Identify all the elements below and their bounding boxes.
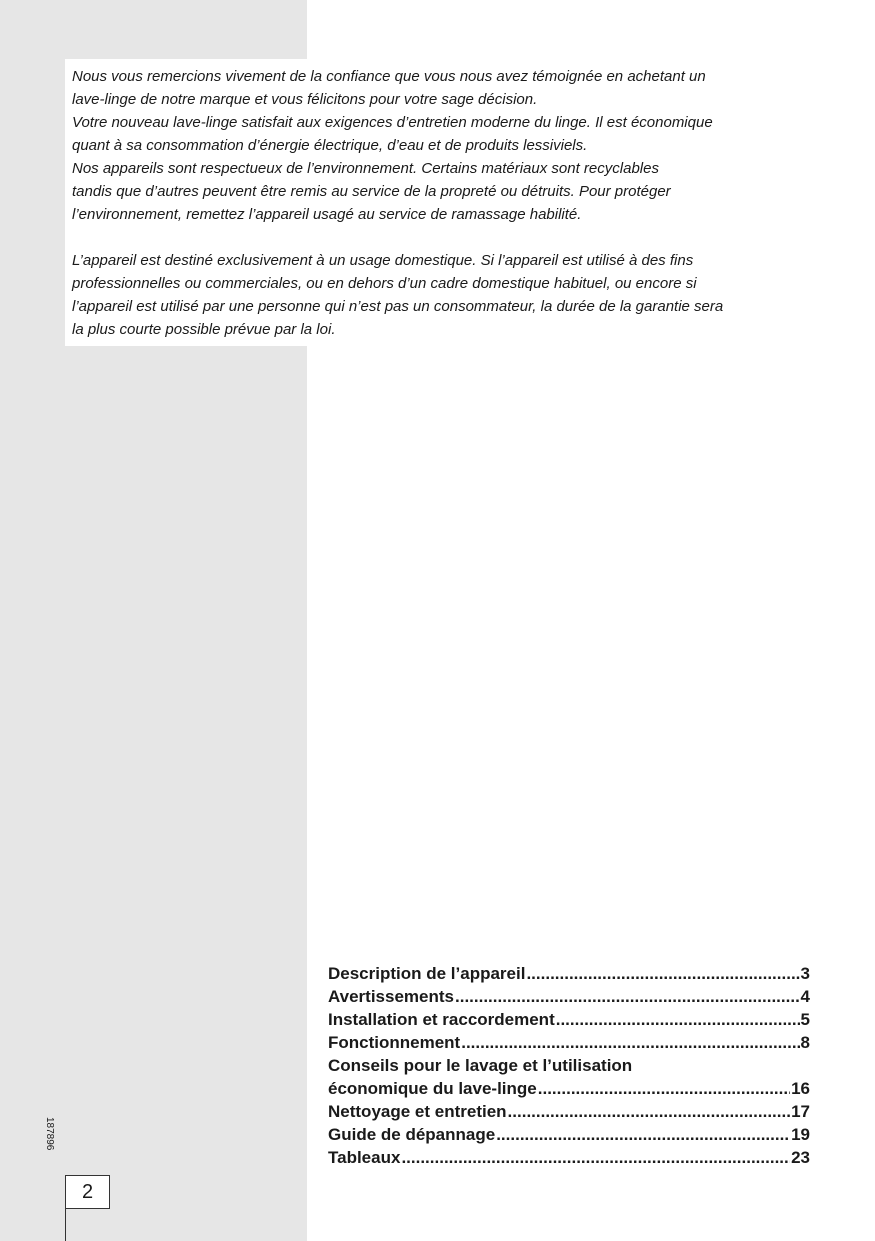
toc-item-label: Avertissements — [328, 987, 454, 1006]
page-number: 2 — [81, 1180, 94, 1203]
toc-item-page: 16 — [791, 1079, 810, 1098]
toc-item-page: 5 — [800, 1010, 810, 1029]
toc-item-nettoyage[interactable] — [328, 1100, 810, 1123]
page-number-rule — [65, 1209, 66, 1241]
document-code: 187896 — [44, 1117, 55, 1151]
toc-item-page: 8 — [800, 1033, 810, 1052]
toc-leader-dots — [556, 1008, 800, 1031]
toc-item-fonctionnement[interactable] — [328, 1031, 810, 1054]
toc-item-label: Fonctionnement — [328, 1033, 461, 1052]
toc-leader-dots — [455, 985, 800, 1008]
toc-item-label: Guide de dépannage — [328, 1125, 496, 1144]
toc-item-page: 17 — [791, 1102, 810, 1121]
toc-item-label: Description de l’appareil — [328, 964, 526, 983]
toc-leader-dots — [496, 1123, 790, 1146]
toc-item-page: 4 — [800, 987, 810, 1006]
toc-item-tableaux[interactable] — [328, 1146, 810, 1169]
table-of-contents — [328, 962, 810, 1169]
toc-item-conseils[interactable] — [328, 1077, 810, 1100]
toc-item-page: 23 — [791, 1148, 810, 1167]
page-number-box — [65, 1175, 110, 1209]
intro-paragraph-1: Nous vous remercions vivement de la confiance que vous nous avez témoignée en achetant un lave-linge de notre marque et vous félicitons pour votre sage décision. Votre nouveau lave-linge satisfait aux exigences d’entretien moderne du linge. Il est économique quant à sa consommation d’énergie électrique, d’eau et de produits lessiviels. Nos appareils sont respectueux de l’environnement. Certains matériaux sont recyclables tandis que d’autres peuvent être remis au service de la propreté ou détruits. Pour protéger l’environnement, remettez l’appareil usagé au service de ramassage habilité. — [72, 68, 713, 223]
toc-item-label: Nettoyage et entretien — [328, 1102, 507, 1121]
intro-text-block — [65, 59, 803, 346]
toc-item-label: Installation et raccordement — [328, 1010, 555, 1029]
toc-item-depannage[interactable] — [328, 1123, 810, 1146]
toc-leader-dots — [461, 1031, 799, 1054]
toc-item-page: 3 — [800, 964, 810, 983]
toc-item-avertissements[interactable] — [328, 985, 810, 1008]
toc-leader-dots — [401, 1146, 790, 1169]
toc-leader-dots — [508, 1100, 791, 1123]
toc-leader-dots — [538, 1077, 790, 1100]
intro-paragraph-2: L’appareil est destiné exclusivement à un usage domestique. Si l’appareil est utilisé à des fins professionnelles ou commerciales, ou en dehors d’un cadre domestique habituel, ou encore si l’appareil est utilisé par une personne qui n’est pas un consommateur, la durée de la garantie sera la plus courte possible prévue par la loi. — [72, 252, 724, 338]
toc-item-label: Tableaux — [328, 1148, 401, 1167]
toc-leader-dots — [526, 962, 799, 985]
toc-item-installation[interactable] — [328, 1008, 810, 1031]
toc-item-description[interactable] — [328, 962, 810, 985]
toc-item-conseils-line1[interactable]: Conseils pour le lavage et l’utilisation — [328, 1056, 633, 1075]
toc-item-label: économique du lave-linge — [328, 1079, 537, 1098]
toc-item-page: 19 — [791, 1125, 810, 1144]
